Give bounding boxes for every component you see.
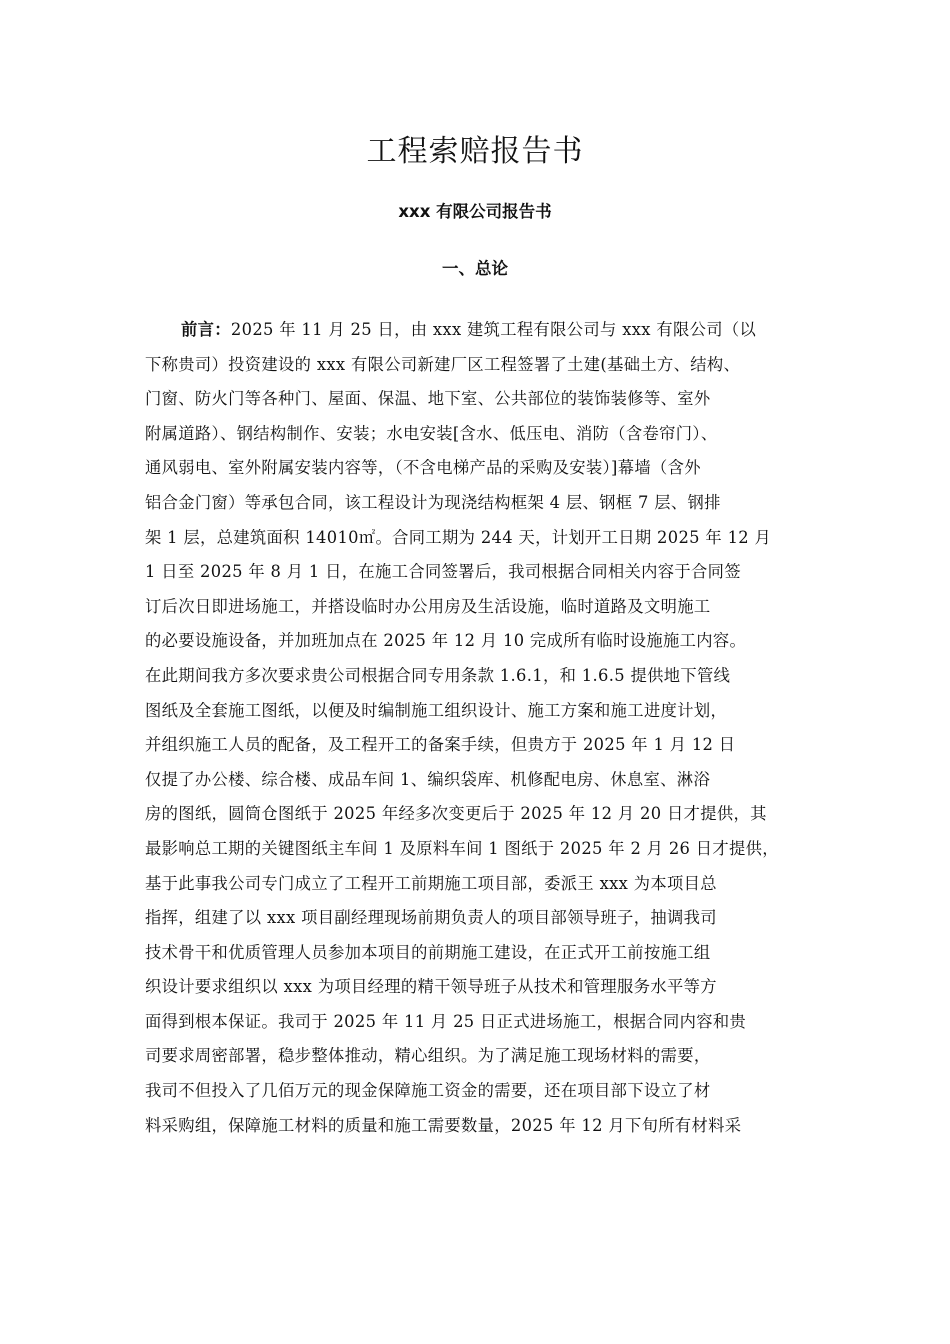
paragraph-line: 并组织施工人员的配备，及工程开工的备案手续，但贵方于 2025 年 1 月 12 日 [145,735,736,755]
paragraph-line: 面得到根本保证。我司于 2025 年 11 月 25 日正式进场施工，根据合同内容和贵 [145,1011,747,1031]
paragraph-first-line [145,313,825,348]
paragraph-line: 1 日至 2025 年 8 月 1 日，在施工合同签署后，我司根据合同相关内容于合同签 [145,562,741,582]
paragraph-line: 仅提了办公楼、综合楼、成品车间 1、编织袋库、机修配电房、休息室、淋浴 [145,769,711,789]
paragraph-line: 织设计要求组织以 xxx 为项目经理的精干领导班子从技术和管理服务水平等方 [145,977,717,997]
paragraph-line: 技术骨干和优质管理人员参加本项目的前期施工建设，在正式开工前按施工组 [145,942,711,962]
document-subtitle: xxx 有限公司报告书 [398,202,552,221]
section-heading: 一、总论 [442,259,508,278]
paragraph-line: 图纸及全套施工图纸，以便及时编制施工组织设计、施工方案和施工进度计划， [145,700,728,720]
first-line-text: 2025 年 11 月 25 日，由 xxx 建筑工程有限公司与 xxx 有限公司（以 [230,320,757,339]
paragraph-line: 架 1 层，总建筑面积 14010㎡。合同工期为 244 天，计划开工日期 2025 年 12 月 [145,527,772,547]
paragraph-line: 附属道路）、钢结构制作、安装；水电安装[含水、低压电、消防（含卷帘门）、 [145,423,718,443]
paragraph-line: 基于此事我公司专门成立了工程开工前期施工项目部，委派王 xxx 为本项目总 [145,873,717,893]
paragraph-line: 我司不但投入了几佰万元的现金保障施工资金的需要，还在项目部下设立了材 [145,1081,711,1101]
paragraph-line: 司要求周密部署，稳步整体推动，精心组织。为了满足施工现场材料的需要， [145,1046,711,1066]
paragraph-line: 下称贵司）投资建设的 xxx 有限公司新建厂区工程签署了土建(基础土方、结构、 [145,354,741,374]
paragraph-line: 的必要设施设备，并加班加点在 2025 年 12 月 10 完成所有临时设施施工内容。 [145,631,747,651]
paragraph-line: 门窗、防火门等各种门、屋面、保温、地下室、公共部位的装饰装修等、室外 [145,389,711,409]
paragraph-line: 通风弱电、室外附属安装内容等，（不含电梯产品的采购及安装）]幕墙（含外 [145,458,701,478]
paragraph-line: 料采购组，保障施工材料的质量和施工需要数量，2025 年 12 月下旬所有材料采 [145,1115,742,1135]
paragraph-line: 订后次日即进场施工，并搭设临时办公用房及生活设施，临时道路及文明施工 [145,596,711,616]
lead-label: 前言： [181,320,231,339]
paragraph-line: 房的图纸，圆筒仓图纸于 2025 年经多次变更后于 2025 年 12 月 20 日才提供，其 [145,804,767,824]
body-paragraph [145,313,825,1143]
paragraph-line: 在此期间我方多次要求贵公司根据合同专用条款 1.6.1，和 1.6.5 提供地下管线 [145,665,731,685]
document-title: 工程索赔报告书 [366,134,584,169]
paragraph-line: 铝合金门窗）等承包合同，该工程设计为现浇结构框架 4 层、钢框 7 层、钢排 [145,492,721,512]
paragraph-line: 指挥，组建了以 xxx 项目副经理现场前期负责人的项目部领导班子，抽调我司 [145,908,717,928]
paragraph-line: 最影响总工期的关键图纸主车间 1 及原料车间 1 图纸于 2025 年 2 月 26 日才提供， [145,838,779,858]
